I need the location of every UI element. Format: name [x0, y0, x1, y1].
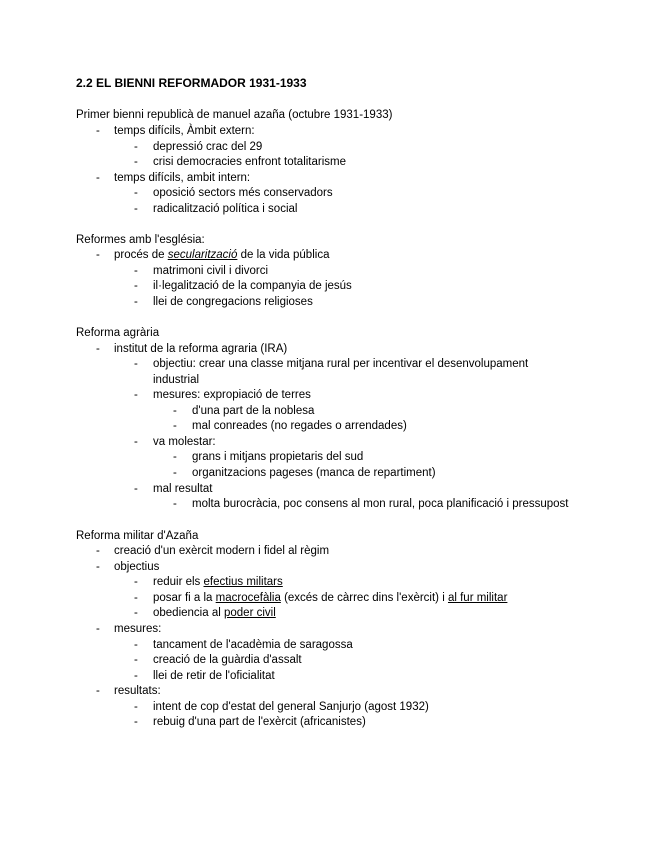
section-title: 2.2 EL BIENNI REFORMADOR 1931-1933 [76, 76, 307, 90]
bullet-dash: - [134, 389, 138, 401]
bullet-dash: - [134, 156, 138, 168]
list-item: creació d'un exèrcit modern i fidel al règim [114, 545, 330, 557]
underlined-term: macrocefàlia [215, 592, 281, 604]
bullet-dash: - [134, 296, 138, 308]
list-item: crisi democracies enfront totalitarisme [153, 156, 347, 168]
list-item-continuation: industrial [153, 374, 200, 386]
underlined-term: al fur militar [447, 592, 508, 604]
bullet-dash: - [173, 467, 177, 479]
list-item: rebuig d'una part de l'exèrcit (africanistes) [153, 716, 366, 728]
list-item: il·legalització de la companyia de jesús [153, 280, 352, 292]
bullet-dash: - [134, 670, 138, 682]
list-item: tancament de l'acadèmia de saragossa [153, 639, 353, 651]
bullet-dash: - [96, 623, 100, 635]
bullet-dash: - [134, 141, 138, 153]
list-item [153, 606, 276, 621]
list-item: d'una part de la noblesa [192, 405, 315, 417]
bullet-dash: - [134, 280, 138, 292]
bullet-dash: - [173, 405, 177, 417]
list-item [153, 575, 283, 590]
bullet-dash: - [96, 545, 100, 557]
bullet-dash: - [96, 249, 100, 261]
heading-primer-bienni: Primer bienni republicà de manuel azaña (octubre 1931-1933) [76, 109, 393, 121]
list-item: depressió crac del 29 [153, 141, 263, 153]
bullet-dash: - [134, 265, 138, 277]
heading-reforma-militar: Reforma militar d'Azaña [76, 530, 199, 542]
bullet-dash: - [134, 654, 138, 666]
list-item: temps difícils, Àmbit extern: [114, 125, 255, 137]
text-segment: posar fi a la [153, 592, 213, 604]
text-segment: de la vida pública [240, 249, 330, 261]
list-item: resultats: [114, 685, 161, 697]
list-item: matrimoni civil i divorci [153, 265, 269, 277]
text-segment: (excés de càrrec dins l'exèrcit) i [284, 592, 445, 604]
list-item: va molestar: [153, 436, 216, 448]
list-item: objectiu: crear una classe mitjana rural per incentivar el desenvolupament [153, 358, 529, 370]
list-item [114, 248, 329, 263]
list-item: oposició sectors més conservadors [153, 187, 333, 199]
bullet-dash: - [96, 685, 100, 697]
list-item: objectius [114, 561, 160, 573]
list-item: institut de la reforma agraria (IRA) [114, 343, 288, 355]
underlined-term: poder civil [223, 607, 276, 619]
bullet-dash: - [134, 592, 138, 604]
list-item [153, 591, 507, 606]
bullet-dash: - [134, 203, 138, 215]
list-item: radicalització política i social [153, 203, 298, 215]
bullet-dash: - [134, 716, 138, 728]
underlined-term: efectius militars [203, 576, 283, 588]
list-item: llei de retir de l'oficialitat [153, 670, 275, 682]
heading-reforma-agraria: Reforma agrària [76, 327, 160, 339]
list-item: intent de cop d'estat del general Sanjurjo (agost 1932) [153, 701, 429, 713]
text-segment: reduir els [153, 576, 201, 588]
bullet-dash: - [134, 358, 138, 370]
text-segment: procés de [114, 249, 165, 261]
bullet-dash: - [96, 343, 100, 355]
list-item: mesures: expropiació de terres [153, 389, 311, 401]
bullet-dash: - [173, 498, 177, 510]
bullet-dash: - [96, 125, 100, 137]
list-item: mesures: [114, 623, 162, 635]
heading-reformes-esglesia: Reformes amb l'església: [76, 234, 205, 246]
bullet-dash: - [134, 436, 138, 448]
bullet-dash: - [134, 639, 138, 651]
list-item: organitzacions pageses (manca de repartiment) [192, 467, 436, 479]
bullet-dash: - [134, 607, 138, 619]
bullet-dash: - [173, 451, 177, 463]
bullet-dash: - [96, 172, 100, 184]
bullet-dash: - [173, 420, 177, 432]
list-item: mal resultat [153, 483, 213, 495]
bullet-dash: - [134, 701, 138, 713]
list-item: molta burocràcia, poc consens al mon rural, poca planificació i pressupost [192, 498, 569, 510]
bullet-dash: - [134, 483, 138, 495]
bullet-dash: - [96, 561, 100, 573]
bullet-dash: - [134, 576, 138, 588]
list-item: grans i mitjans propietaris del sud [192, 451, 364, 463]
list-item: mal conreades (no regades o arrendades) [192, 420, 407, 432]
underlined-term: secularització [167, 249, 238, 261]
list-item: creació de la guàrdia d'assalt [153, 654, 302, 666]
text-segment: obediencia al [153, 607, 221, 619]
list-item: temps difícils, ambit intern: [114, 172, 251, 184]
bullet-dash: - [134, 187, 138, 199]
list-item: llei de congregacions religioses [153, 296, 313, 308]
